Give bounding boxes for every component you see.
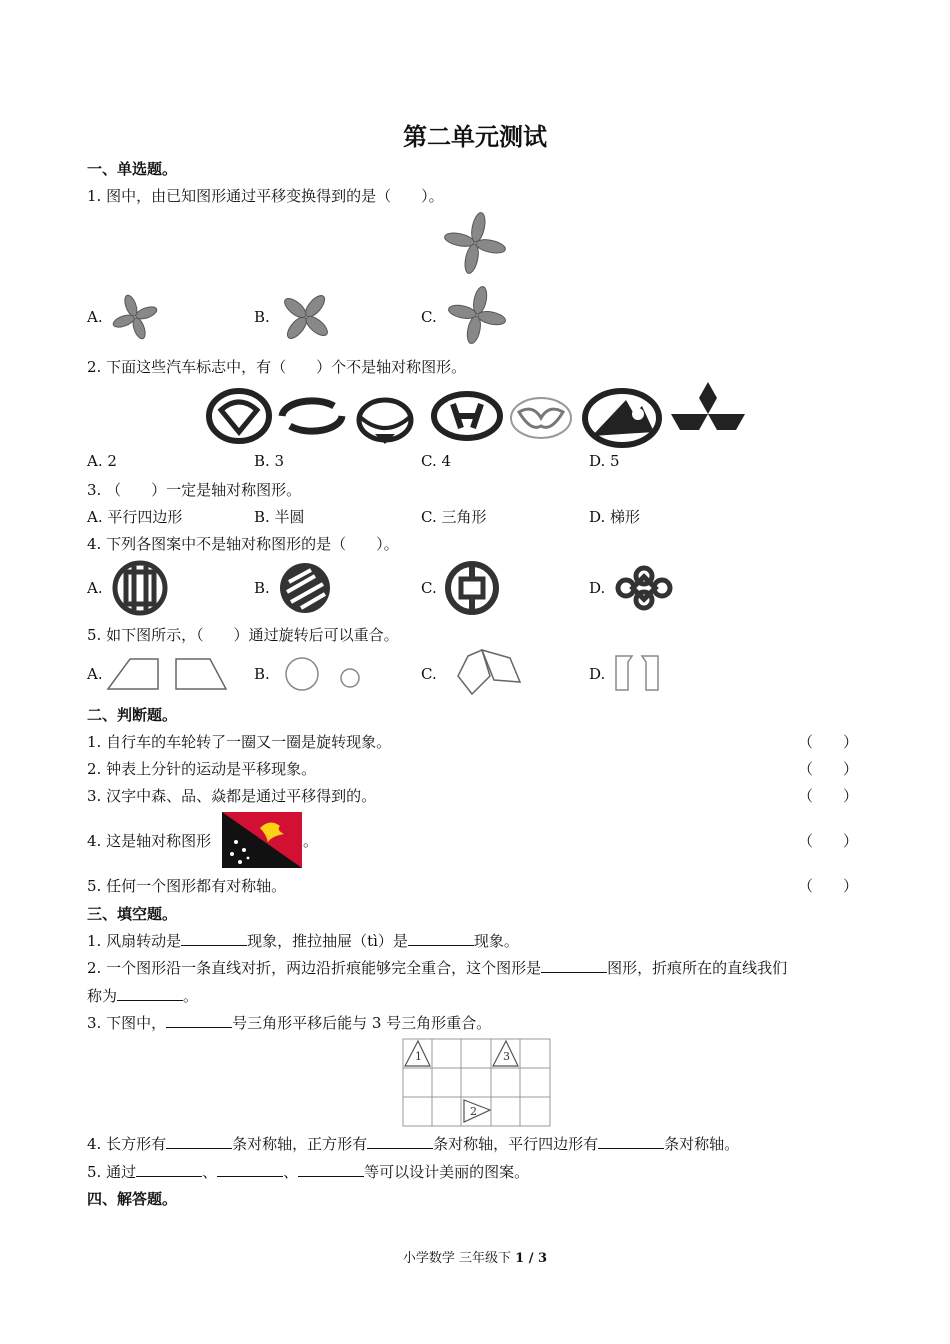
question-4: 4. 下列各图案中不是轴对称图形的是（ ）。 [87,535,399,553]
judge-item-2: 2. 钟表上分针的运动是平移现象。 [87,760,317,778]
q3-option-a: A. 平行四边形 [87,508,183,526]
judge-item-1: 1. 自行车的车轮转了一圈又一圈是旋转现象。 [87,733,392,751]
png-flag-image [222,812,302,868]
q4-option-d: D. [589,579,606,597]
q1-option-a: A. [87,308,103,326]
propeller-option-c [444,284,510,346]
car-logos-row [205,378,745,448]
fill-1-blank-1[interactable] [181,931,247,946]
fill-2-text-b: 图形，折痕所在的直线我们 [607,959,788,977]
fill-3-text-b: 号三角形平移后能与 3 号三角形重合。 [232,1014,492,1032]
bank-logo-a-icon [112,560,168,616]
wing-logo-icon [359,400,411,444]
fill-item-3 [87,1012,491,1033]
fill-4-text-c: 条对称轴，平行四边形有 [433,1135,599,1153]
q2-option-c: C. 4 [421,452,452,470]
judge-item-3: 3. 汉字中森、品、焱都是通过平移得到的。 [87,787,377,805]
q5-option-d: D. [589,665,606,683]
footer-prefix: 小学数学 三年级下 [402,1251,516,1266]
page-title: 第二单元测试 [403,122,547,151]
mountain-logo-icon [585,391,659,445]
propeller-option-a [108,292,162,342]
mazda-logo-icon [209,391,269,441]
flower-logo-icon [511,398,571,438]
fill-4-text-a: 4. 长方形有 [87,1135,167,1153]
mobile-logo-b-icon [277,560,333,616]
judge-answer-1[interactable]: （ ） [798,733,859,751]
q4-option-b: B. [254,579,270,597]
q3-option-d: D. 梯形 [589,508,641,526]
fill-item-4 [87,1133,739,1154]
triangle-grid-figure [402,1038,552,1128]
fill-1-text-b: 现象，推拉抽屉（tì）是 [247,932,408,950]
section-heading-4: 四、解答题。 [87,1190,178,1208]
judge-answer-5[interactable]: （ ） [798,877,859,895]
q5-option-a: A. [87,665,103,683]
trapezoid-pair-figure [106,655,230,693]
fill-item-5 [87,1161,529,1182]
swirl-logo-icon [282,401,342,431]
page-footer [0,1247,950,1266]
fill-item-1 [87,930,519,951]
q1-option-b: B. [254,308,270,326]
q5-option-c: C. [421,665,437,683]
question-3: 3. （ ）一定是轴对称图形。 [87,481,302,499]
section-heading-1: 一、单选题。 [87,160,178,178]
bracket-pair-figure [612,652,662,694]
fill-4-blank-3[interactable] [598,1134,664,1149]
fill-3-blank-1[interactable] [166,1013,232,1028]
footer-total: 3 [538,1251,548,1266]
question-1: 1. 图中，由已知图形通过平移变换得到的是（ ）。 [87,187,444,205]
fill-2b-text-b: 。 [183,987,199,1005]
q4-option-a: A. [87,579,103,597]
grid-label-1: 1 [415,1050,422,1063]
judge-answer-3[interactable]: （ ） [798,787,859,805]
question-5: 5. 如下图所示，（ ）通过旋转后可以重合。 [87,626,399,644]
grid-label-3: 3 [503,1050,510,1063]
circle-pair-figure [282,654,364,694]
q1-option-c: C. [421,308,437,326]
section-heading-2: 二、判断题。 [87,706,178,724]
judge-item-4: 4. 这是轴对称图形 [87,832,212,850]
judge-answer-2[interactable]: （ ） [798,760,859,778]
fill-5-text-b: 等可以设计美丽的图案。 [364,1163,530,1181]
propeller-figure-given [440,208,510,278]
q3-option-c: C. 三角形 [421,508,487,526]
q2-option-b: B. 3 [254,452,285,470]
q2-option-a: A. 2 [87,452,117,470]
pentagon-pair-figure [454,646,524,698]
section-heading-3: 三、填空题。 [87,905,178,923]
q5-option-b: B. [254,665,270,683]
grid-label-2: 2 [470,1105,477,1118]
q4-option-c: C. [421,579,437,597]
triangle-2 [464,1100,490,1122]
footer-sep: / [524,1251,539,1266]
q3-option-b: B. 半圆 [254,508,305,526]
fill-3-text-a: 3. 下图中， [87,1014,167,1032]
q2-option-d: D. 5 [589,452,620,470]
fill-2-blank-2[interactable] [117,986,183,1001]
fill-4-blank-2[interactable] [367,1134,433,1149]
fill-4-text-d: 条对称轴。 [664,1135,740,1153]
judge-answer-4[interactable]: （ ） [798,832,859,850]
fill-5-text-a: 5. 通过 [87,1163,137,1181]
fill-5-sep-2: 、 [283,1163,299,1181]
fill-5-sep-1: 、 [202,1163,218,1181]
bank-of-china-logo-c-icon [444,560,500,616]
question-2: 2. 下面这些汽车标志中，有（ ）个不是轴对称图形。 [87,358,467,376]
judge-item-4-end: 。 [303,832,319,850]
fill-5-blank-1[interactable] [136,1162,202,1177]
fill-1-text-a: 1. 风扇转动是 [87,932,182,950]
hyundai-logo-icon [434,394,500,438]
footer-page: 1 [515,1251,525,1266]
fill-5-blank-2[interactable] [217,1162,283,1177]
fill-5-blank-3[interactable] [298,1162,364,1177]
fill-1-blank-2[interactable] [408,931,474,946]
fill-2-blank-1[interactable] [541,958,607,973]
fill-4-text-b: 条对称轴，正方形有 [232,1135,368,1153]
fill-item-2 [87,957,787,978]
mitsubishi-logo-icon [671,382,745,430]
propeller-option-b [276,288,336,346]
fill-item-2-cont [87,985,198,1006]
fill-4-blank-1[interactable] [166,1134,232,1149]
fill-2b-text-a: 称为 [87,987,118,1005]
fill-1-text-c: 现象。 [473,932,519,950]
chinese-knot-d-icon [612,564,676,612]
judge-item-5: 5. 任何一个图形都有对称轴。 [87,877,287,895]
fill-2-text-a: 2. 一个图形沿一条直线对折，两边沿折痕能够完全重合，这个图形是 [87,959,542,977]
